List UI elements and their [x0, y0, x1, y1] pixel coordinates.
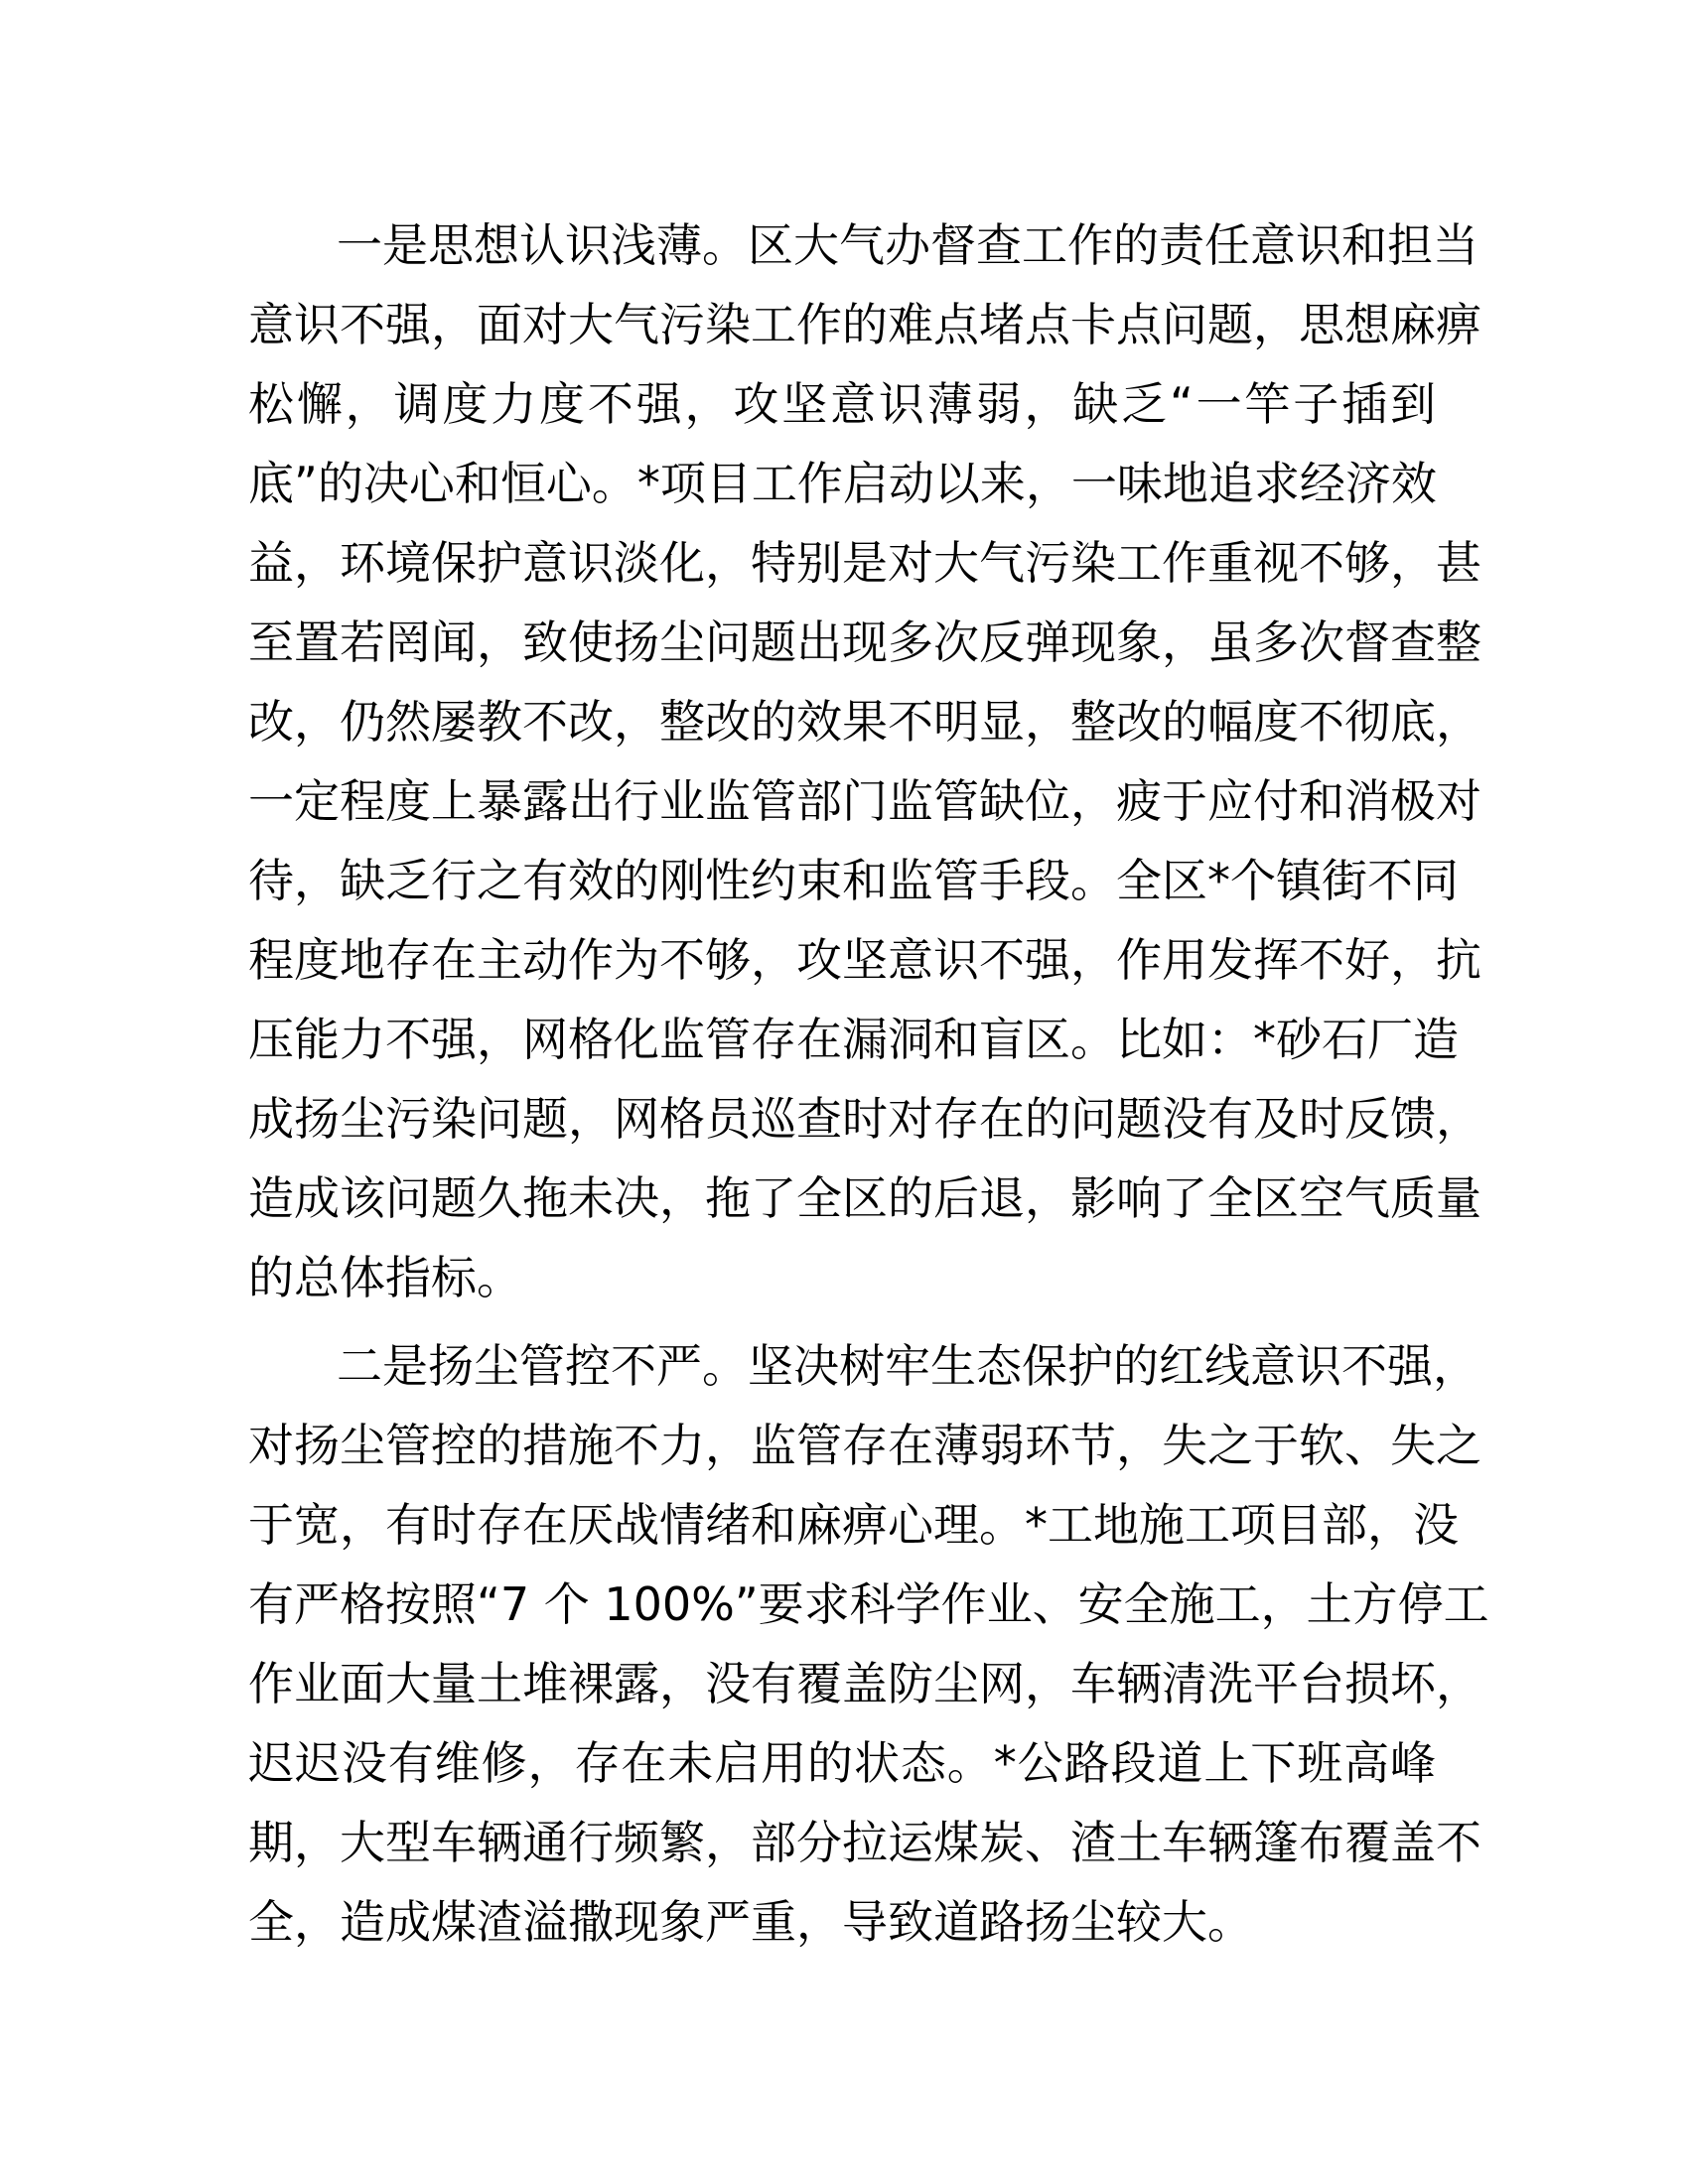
paragraph-line: 松懈，调度力度不强，攻坚意识薄弱，缺乏“一竿子插到 — [248, 377, 1436, 431]
paragraph-line: 期，大型车辆通行频繁，部分拉运煤炭、渣土车辆篷布覆盖不 — [248, 1816, 1481, 1869]
paragraph-line: 待，缺乏行之有效的刚性约束和监管手段。全区*个镇街不同 — [248, 854, 1459, 907]
paragraph-line: 一是思想认识浅薄。区大气办督查工作的责任意识和担当 — [337, 218, 1478, 272]
paragraph-line: 程度地存在主动作为不够，攻坚意识不强，作用发挥不好，抗 — [248, 933, 1481, 987]
paragraph-line: 至置若罔闻，致使扬尘问题出现多次反弹现象，虽多次督查整 — [248, 615, 1481, 669]
paragraph-line: 迟迟没有维修，存在未启用的状态。*公路段道上下班高峰 — [248, 1736, 1436, 1790]
paragraph-line: 意识不强，面对大气污染工作的难点堵点卡点问题，思想麻痹 — [248, 298, 1481, 351]
paragraph-line: 压能力不强，网格化监管存在漏洞和盲区。比如：*砂石厂造 — [248, 1013, 1459, 1066]
paragraph-line: 造成该问题久拖未决，拖了全区的后退，影响了全区空气质量 — [248, 1171, 1481, 1225]
paragraph-line: 改，仍然屡教不改，整改的效果不明显，整改的幅度不彻底， — [248, 695, 1481, 749]
paragraph-line: 成扬尘污染问题，网格员巡查时对存在的问题没有及时反馈， — [248, 1092, 1481, 1146]
paragraph-line: 全，造成煤渣溢撒现象严重，导致道路扬尘较大。 — [248, 1895, 1253, 1949]
paragraph-line: 底”的决心和恒心。*项目工作启动以来，一味地追求经济效 — [248, 457, 1437, 510]
paragraph-line: 有严格按照“7 个 100%”要求科学作业、安全施工，土方停工 — [248, 1577, 1489, 1631]
paragraph-line: 作业面大量土堆裸露，没有覆盖防尘网，车辆清洗平台损坏， — [248, 1657, 1481, 1710]
paragraph-line: 二是扬尘管控不严。坚决树牢生态保护的红线意识不强， — [337, 1339, 1478, 1393]
paragraph-line: 一定程度上暴露出行业监管部门监管缺位，疲于应付和消极对 — [248, 774, 1481, 828]
paragraph-line: 于宽，有时存在厌战情绪和麻痹心理。*工地施工项目部，没 — [248, 1498, 1459, 1552]
paragraph-line: 益，环境保护意识淡化，特别是对大气污染工作重视不够，甚 — [248, 536, 1481, 590]
paragraph-line: 对扬尘管控的措施不力，监管存在薄弱环节，失之于软、失之 — [248, 1419, 1481, 1472]
paragraph-line: 的总体指标。 — [248, 1251, 522, 1304]
